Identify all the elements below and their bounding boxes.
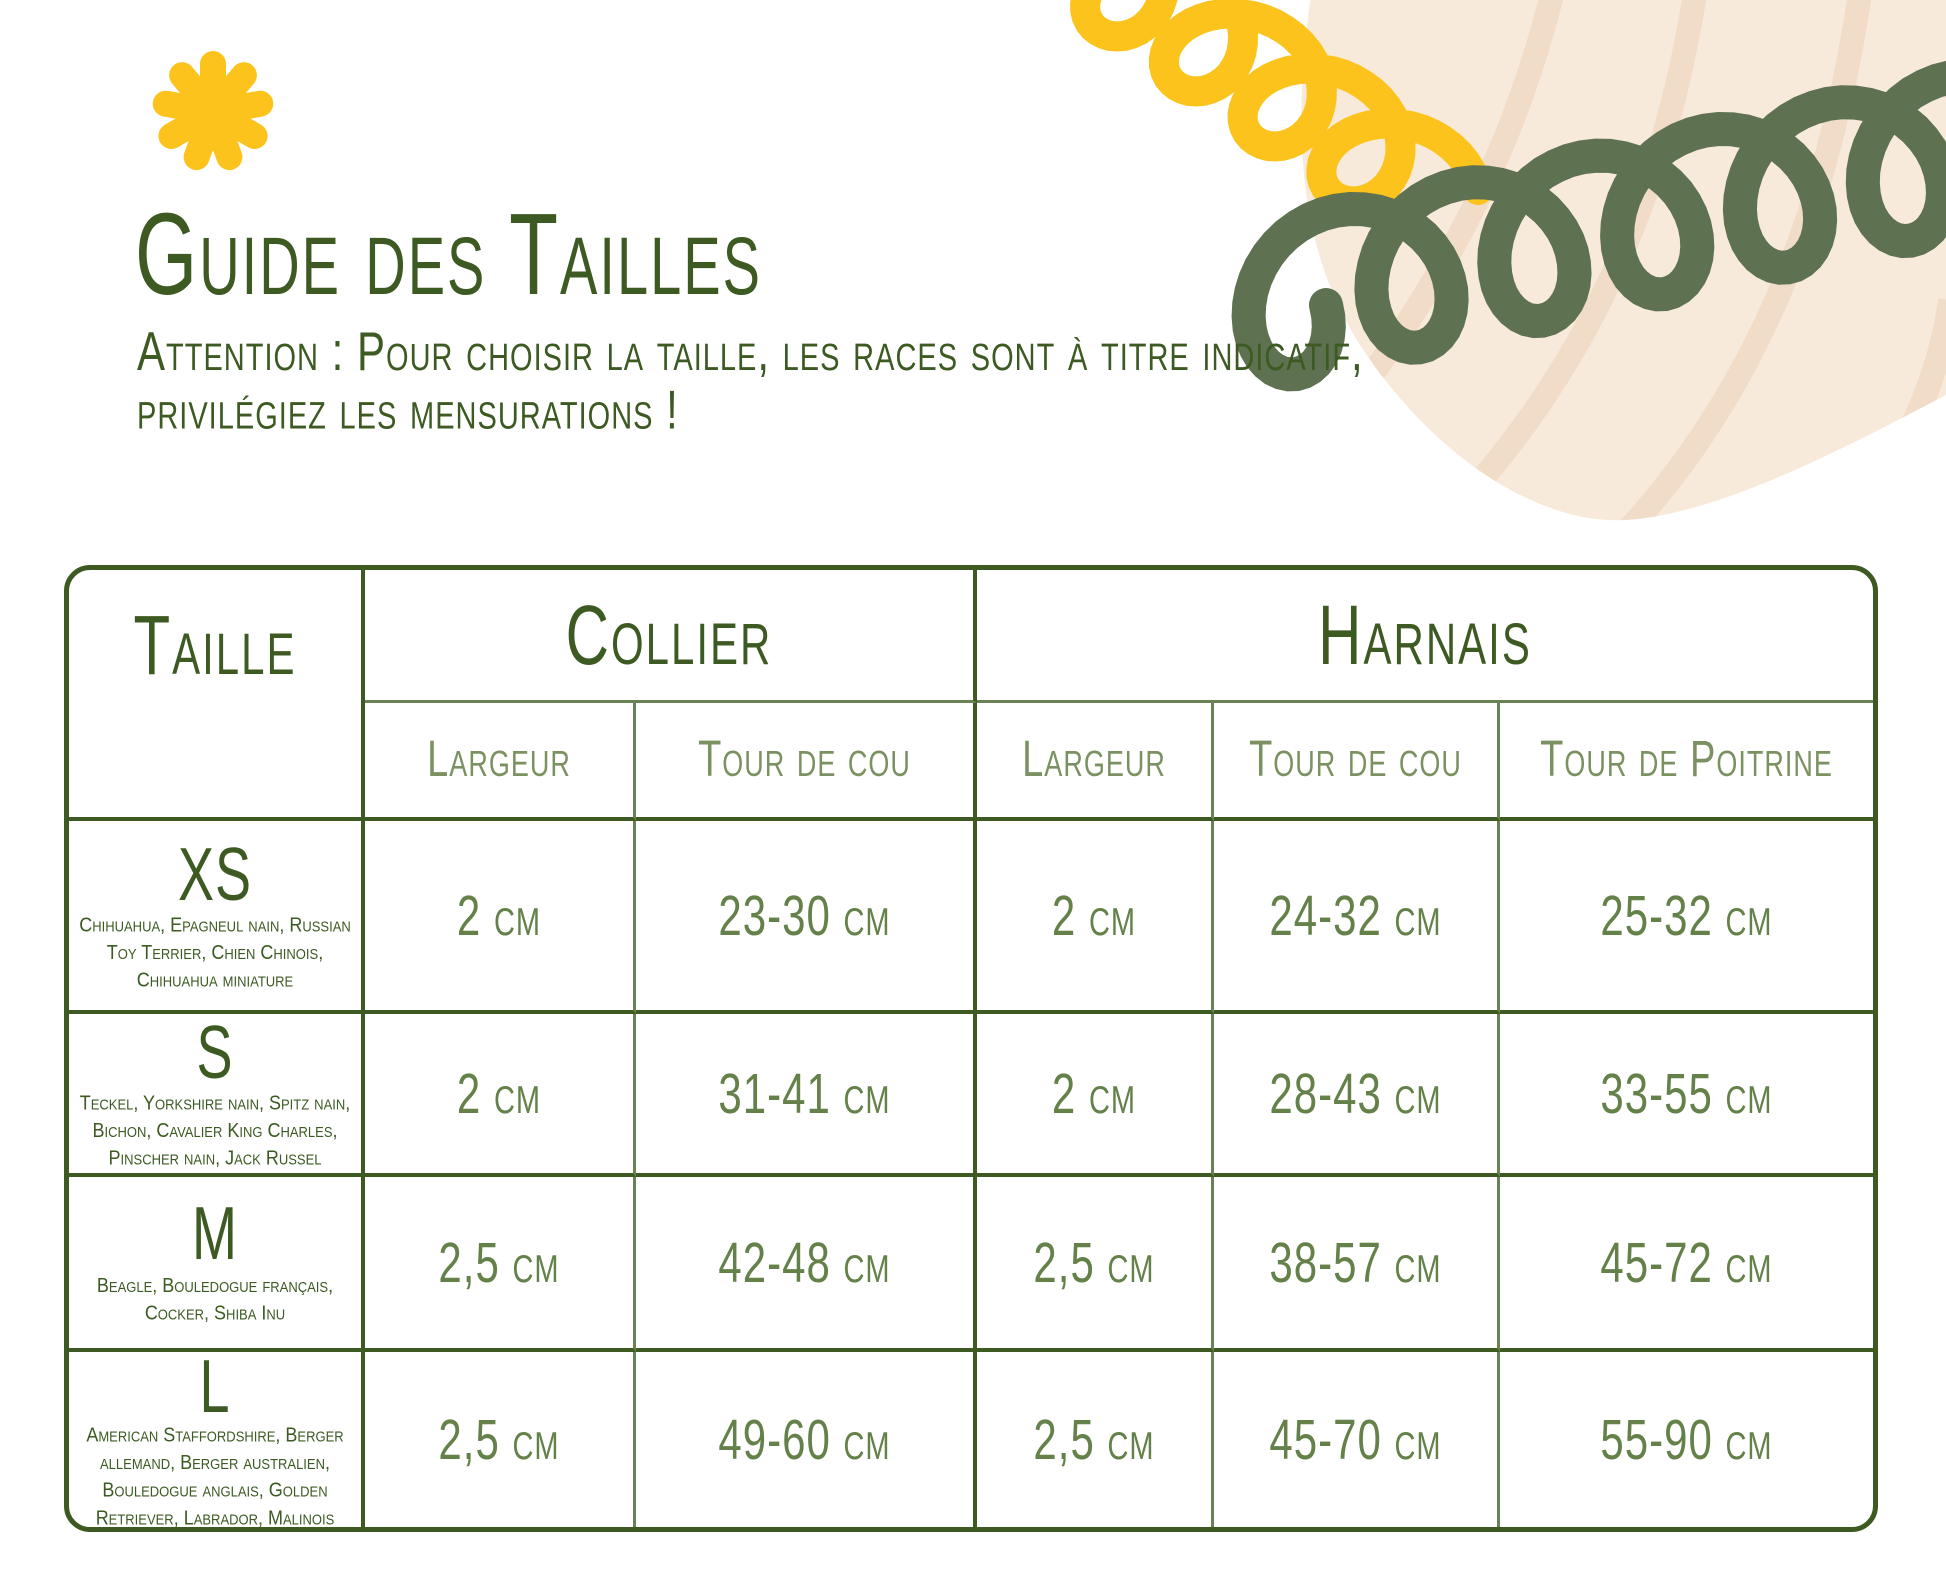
breed-list: Teckel, Yorkshire nain, Spitz nain, Bichon, Cavalier King Charles, Pinscher nain, Jack Russel [79,1090,351,1169]
size-label: XS [177,832,253,917]
table-cell: 42-48 cm [636,1177,977,1352]
table-cell: 28-43 cm [1214,1014,1500,1177]
size-label: L [199,1344,231,1429]
header-taille: Taille [69,570,365,821]
table-cell: 2 cm [977,1014,1214,1177]
table-cell: 24-32 cm [1214,821,1500,1014]
table-cell: 49-60 cm [636,1352,977,1527]
page-title: Guide des Tailles [135,189,762,319]
table-cell: 2 cm [365,821,636,1014]
subtitle-line-2: privilégiez les mensurations ! [137,379,679,441]
table-cell: 2 cm [365,1014,636,1177]
page-subtitle [137,322,1364,439]
table-cell: 23-30 cm [636,821,977,1014]
size-label: S [196,1010,234,1095]
header-harnais: Harnais [977,570,1873,703]
subtitle-line-1: Attention : Pour choisir la taille, les races sont à titre indicatif, [137,320,1364,382]
subheader-harnais-tour-de-poitrine: Tour de Poitrine [1500,703,1873,821]
table-cell: 38-57 cm [1214,1177,1500,1352]
subheader-collier-tour-de-cou: Tour de cou [636,703,977,821]
table-cell: 45-70 cm [1214,1352,1500,1527]
table-cell: 2 cm [977,821,1214,1014]
table-cell: 2,5 cm [365,1352,636,1527]
breed-list: Beagle, Bouledogue français, Cocker, Shiba Inu [96,1273,334,1324]
size-cell-xs [69,821,365,1014]
size-label: M [192,1191,238,1276]
table-cell: 2,5 cm [977,1352,1214,1527]
subheader-harnais-tour-de-cou: Tour de cou [1214,703,1500,821]
table-cell: 45-72 cm [1500,1177,1873,1352]
table-cell: 31-41 cm [636,1014,977,1177]
breed-list: Chihuahua, Epagneul nain, Russian Toy Terrier, Chien Chinois, Chihuahua miniature [79,912,351,991]
size-cell-l [69,1344,365,1529]
header-collier: Collier [365,570,977,703]
table-cell: 2,5 cm [365,1177,636,1352]
size-guide-table [64,565,1878,1532]
table-cell: 55-90 cm [1600,1407,1773,1471]
breed-list: American Staffordshire, Berger allemand, Berger australien, Bouledogue anglais, Golden Retriever, Labrador, Malinois [86,1422,344,1529]
subheader-collier-largeur: Largeur [365,703,636,821]
table-cell: 25-32 cm [1500,821,1873,1014]
size-cell-m [69,1177,365,1352]
size-cell-s [69,1010,365,1177]
table-cell: 2,5 cm [977,1177,1214,1352]
table-cell: 33-55 cm [1500,1014,1873,1177]
subheader-harnais-largeur: Largeur [977,703,1214,821]
